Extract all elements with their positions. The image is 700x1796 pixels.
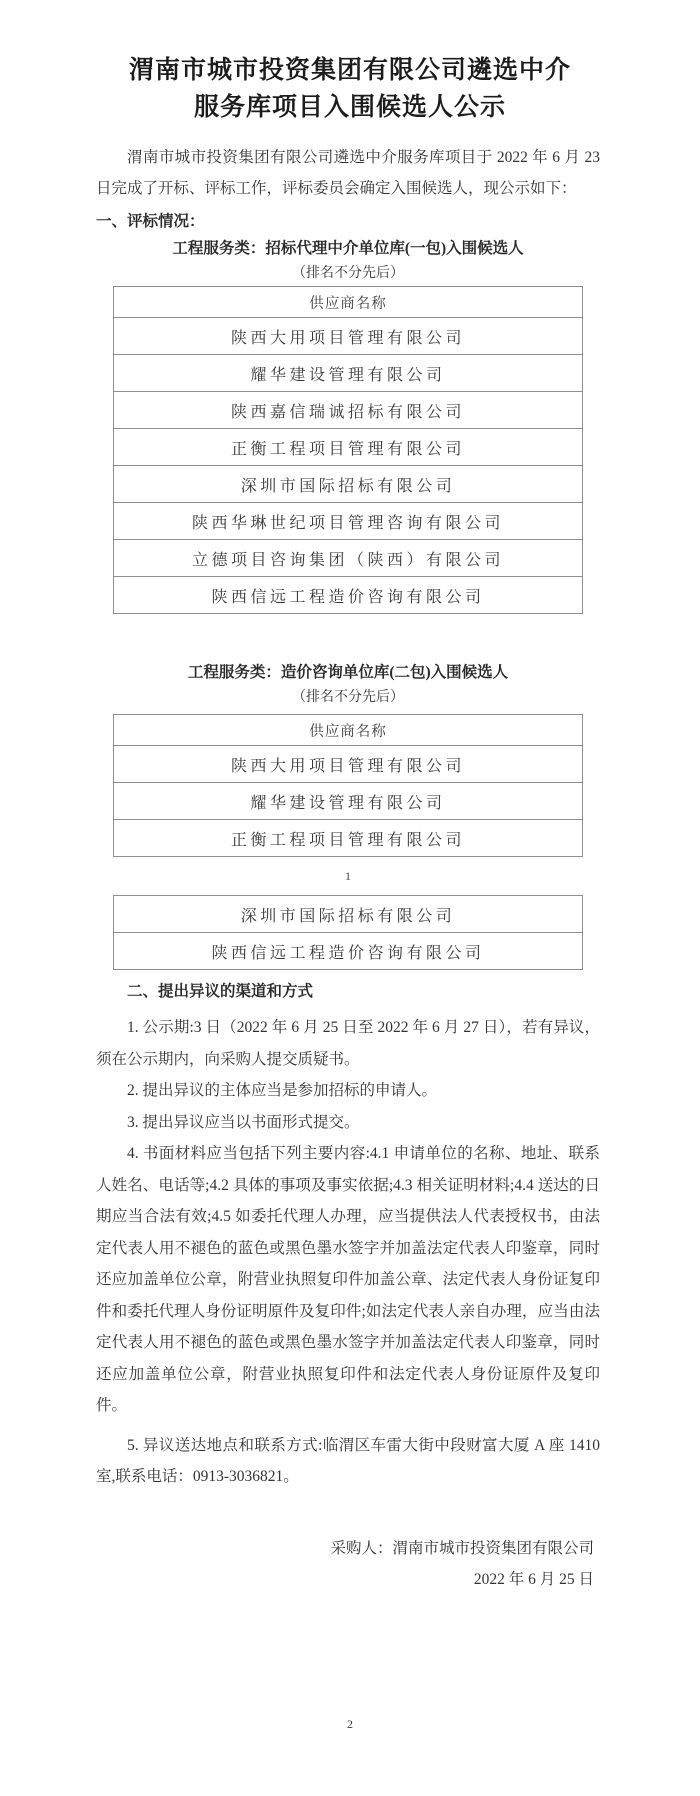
package1-rank-note: （排名不分先后） <box>292 266 404 281</box>
supplier-cell: 陕西大用项目管理有限公司 <box>114 746 583 783</box>
table-row <box>114 783 583 820</box>
package2-rank-note: （排名不分先后） <box>292 690 404 705</box>
package1-title: 工程服务类：招标代理中介单位库(一包)入围候选人 <box>172 240 524 257</box>
supplier-cell: 耀华建设管理有限公司 <box>114 355 583 392</box>
table-row <box>114 392 583 429</box>
supplier-cell: 陕西大用项目管理有限公司 <box>114 318 583 355</box>
supplier-cell: 正衡工程项目管理有限公司 <box>114 820 583 857</box>
supplier-cell: 深圳市国际招标有限公司 <box>114 896 583 933</box>
section2-heading: 二、提出异议的渠道和方式 <box>127 983 314 1000</box>
table-row <box>114 429 583 466</box>
table-row <box>114 540 583 577</box>
date-line: 2022 年 6 月 25 日 <box>473 1570 594 1588</box>
package2-title: 工程服务类：造价咨询单位库(二包)入围候选人 <box>187 664 509 681</box>
supplier-cell: 立德项目咨询集团（陕西）有限公司 <box>114 540 583 577</box>
table-row <box>114 355 583 392</box>
supplier-cell: 陕西信远工程造价咨询有限公司 <box>114 577 583 614</box>
column-header-supplier-name: 供应商名称 <box>114 287 583 318</box>
table-row <box>114 896 583 933</box>
supplier-cell: 深圳市国际招标有限公司 <box>114 466 583 503</box>
table-row <box>114 318 583 355</box>
document-title <box>60 52 640 126</box>
column-header-supplier-name: 供应商名称 <box>114 715 583 746</box>
page-number-1: 1 <box>345 869 351 883</box>
supplier-cell: 陕西华琳世纪项目管理咨询有限公司 <box>114 503 583 540</box>
package2-supplier-table-part1 <box>113 714 583 857</box>
page-number-2: 2 <box>347 1717 353 1731</box>
objection-paragraph-1: 1. 公示期:3 日（2022 年 6 月 25 日至 2022 年 6 月 27 日），若有异议，须在公示期内，向采购人提交质疑书。 <box>96 1019 600 1068</box>
table-row <box>114 746 583 783</box>
table-row <box>114 933 583 970</box>
package2-supplier-table-part2 <box>113 895 583 970</box>
table-row <box>114 577 583 614</box>
document-body <box>0 142 700 1595</box>
objection-paragraph-2: 2. 提出异议的主体应当是参加招标的申请人。 <box>127 1082 438 1099</box>
document-title-line2: 服务库项目入围候选人公示 <box>193 94 506 121</box>
objection-paragraph-3: 3. 提出异议应当以书面形式提交。 <box>127 1113 360 1131</box>
package1-supplier-table <box>113 286 583 614</box>
objection-paragraph-4: 4. 书面材料应当包括下列主要内容:4.1 申请单位的名称、地址、联系人姓名、电话等;4.2 具体的事项及事实依据;4.3 相关证明材料;4.4 送达的日期应当合法有效;4.5 如委托代理人办理，应当提供法人代表授权书，由法定代表人用不褪色的蓝色或黑色墨水签字并加盖法定代表人印鉴章，同时还应加盖单位公章，附营业执照复印件加盖公章、法定代表人身份证复印件和委托代理人身份证明原件及复印件;如法定代表人亲自办理，应当由法定代表人用不褪色的蓝色或黑色墨水签字并加盖法定代表人印鉴章，同时还应加盖单位公章，附营业执照复印件和法定代表人身份证原件及复印件。 <box>96 1145 600 1414</box>
table-row <box>114 466 583 503</box>
document-title-line1: 渭南市城市投资集团有限公司遴选中介 <box>128 57 571 84</box>
supplier-cell: 耀华建设管理有限公司 <box>114 783 583 820</box>
supplier-cell: 陕西嘉信瑞诚招标有限公司 <box>114 392 583 429</box>
intro-paragraph: 渭南市城市投资集团有限公司遴选中介服务库项目于 2022 年 6 月 23 日完成了开标、评标工作，评标委员会确定入围候选人，现公示如下： <box>96 149 600 197</box>
objection-paragraph-5: 5. 异议送达地点和联系方式:临渭区车雷大街中段财富大厦 A 座 1410 室,联系电话：0913-3036821。 <box>96 1436 600 1485</box>
buyer-signature-line: 采购人：渭南市城市投资集团有限公司 <box>330 1539 594 1557</box>
supplier-cell: 正衡工程项目管理有限公司 <box>114 429 583 466</box>
table-header-row <box>114 715 583 746</box>
table-row <box>114 503 583 540</box>
table-header-row <box>114 287 583 318</box>
supplier-cell: 陕西信远工程造价咨询有限公司 <box>114 933 583 970</box>
section1-heading: 一、评标情况： <box>96 213 205 230</box>
table-row <box>114 820 583 857</box>
